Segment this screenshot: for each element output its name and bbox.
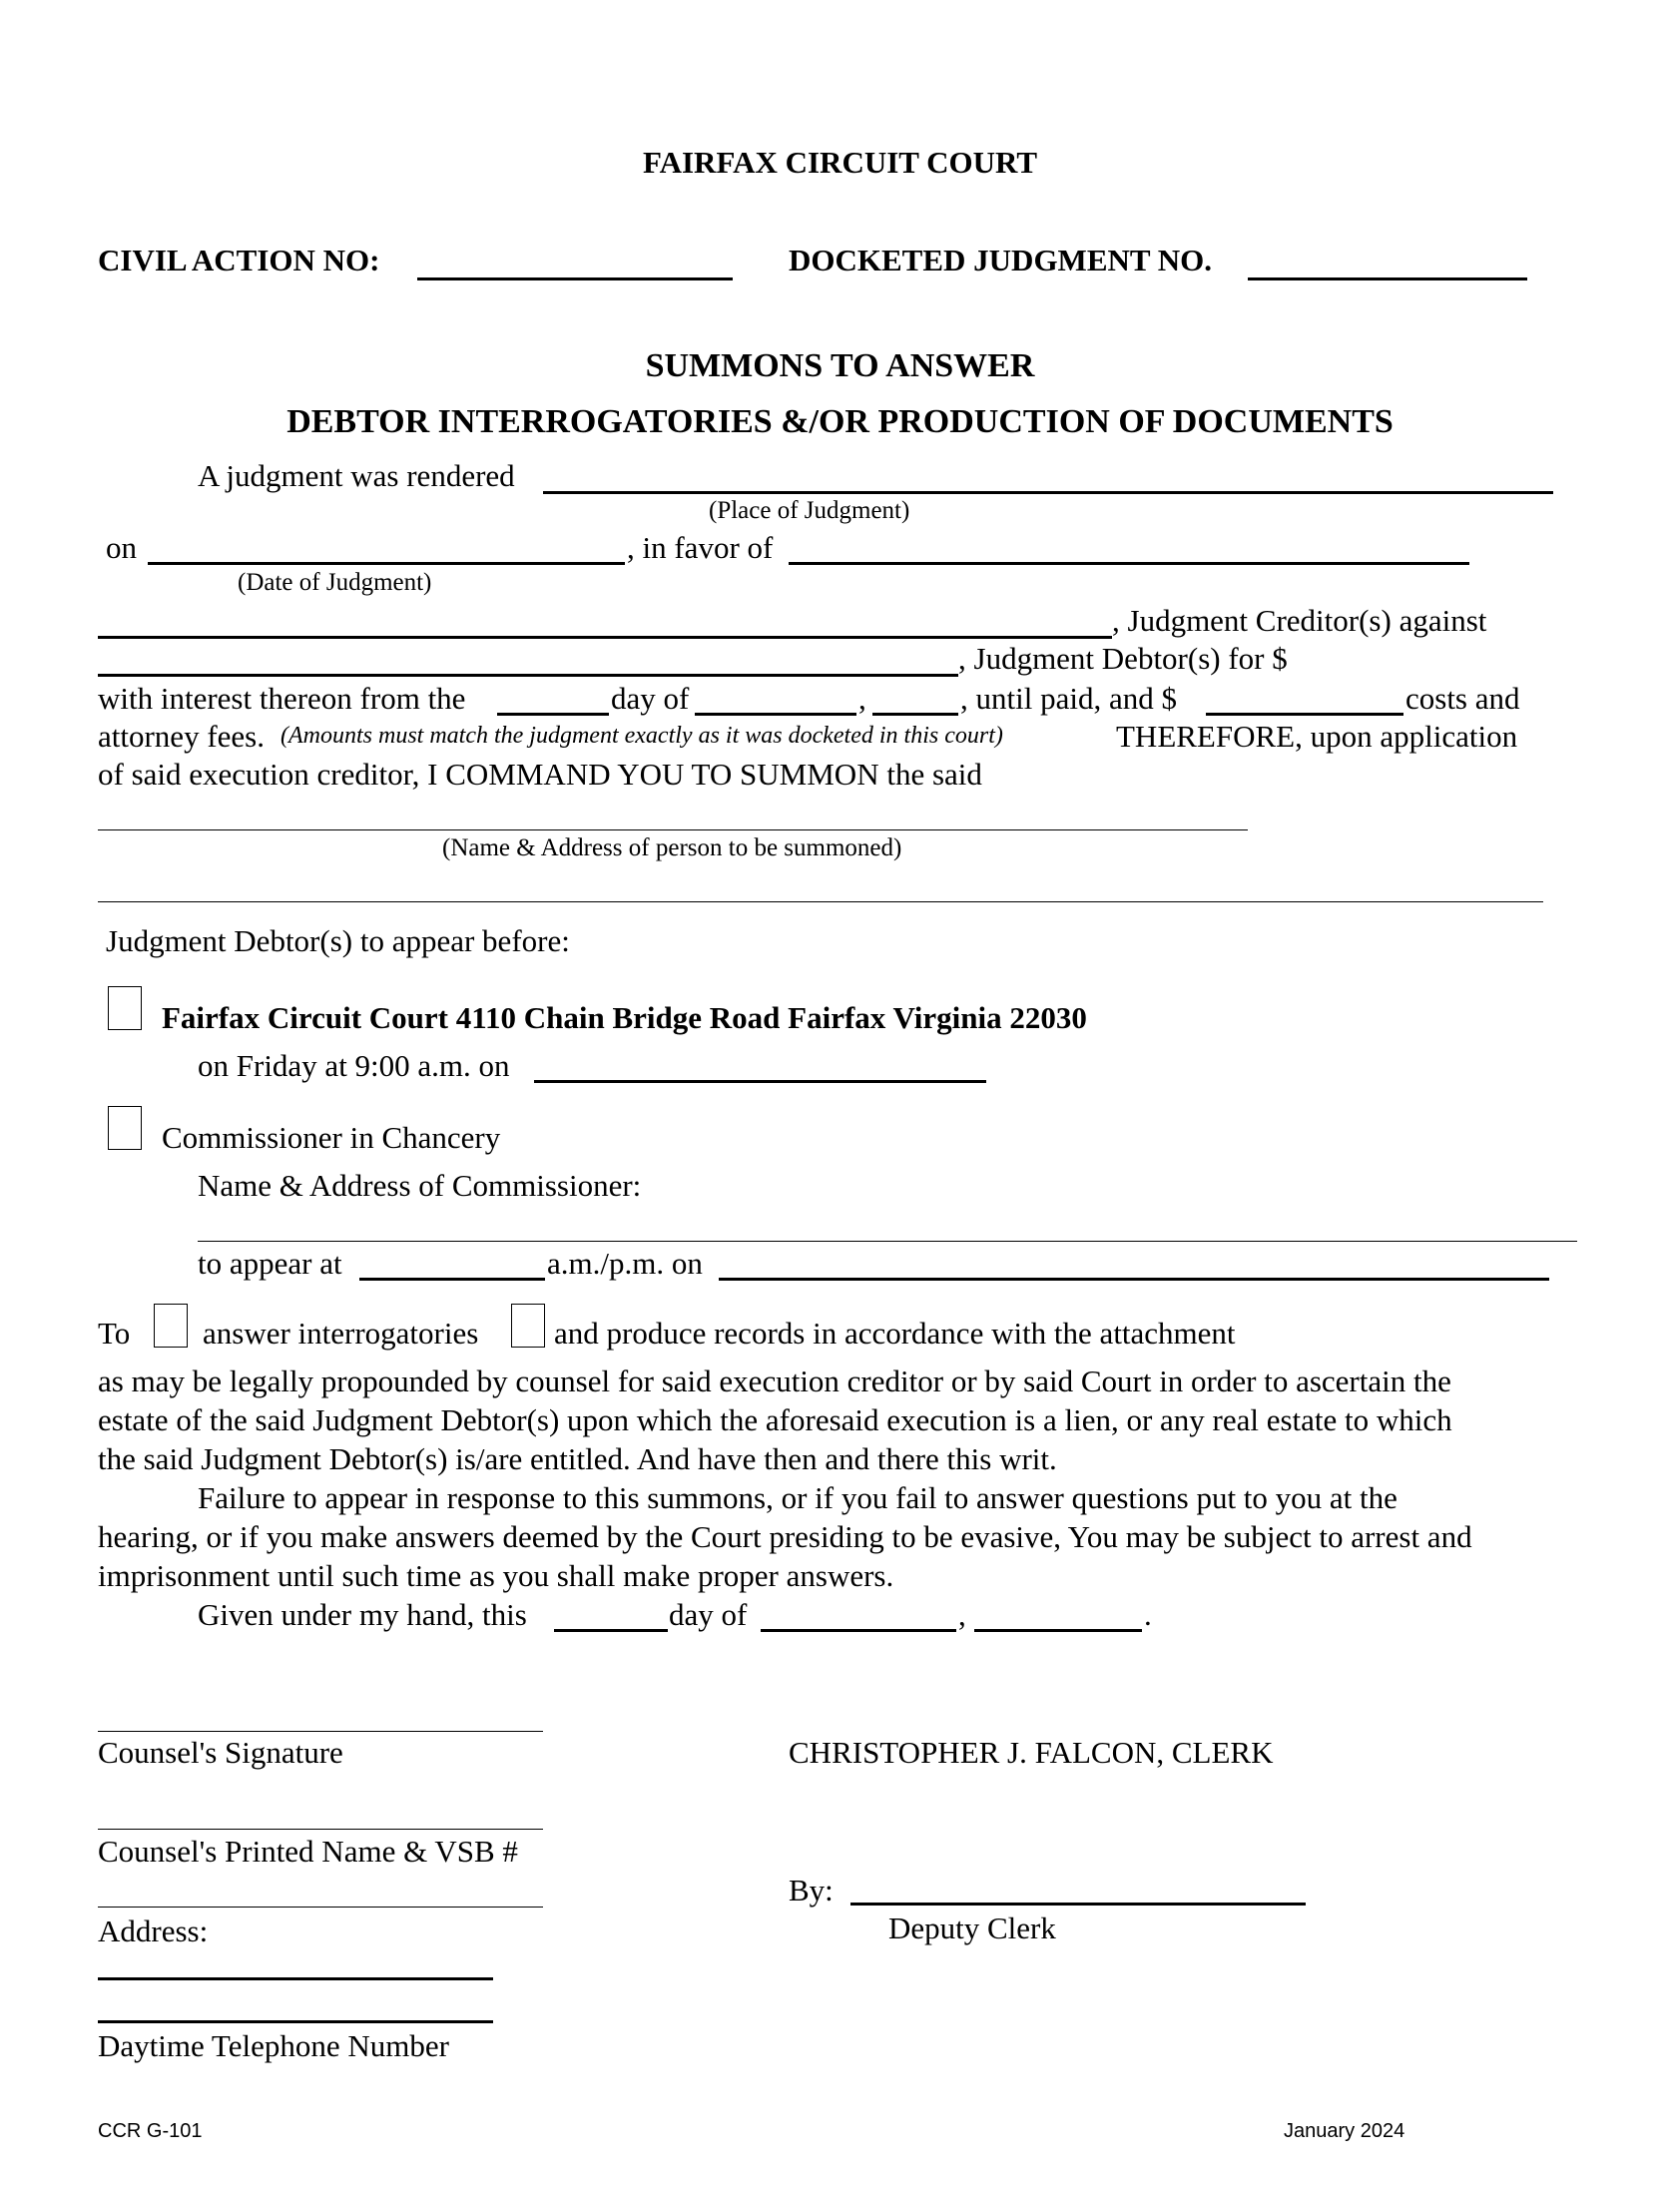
friday-text: on Friday at 9:00 a.m. on [198,1048,510,1083]
counsel-signature-input[interactable] [98,1731,543,1732]
deputy-clerk-label: Deputy Clerk [888,1911,1056,1945]
in-favor-of-input[interactable] [789,562,1469,565]
form-date: January 2024 [1284,2120,1405,2142]
counsel-printed-name-input[interactable] [98,1829,543,1830]
produce-records-label: and produce records in accordance with the attachment [554,1316,1236,1351]
commissioner-label: Commissioner in Chancery [162,1120,501,1155]
interest-day-of-text: day of [611,681,690,716]
judgment-debtor-text: , Judgment Debtor(s) for $ [958,641,1288,676]
given-comma: , [958,1597,966,1632]
paragraph1-line2: estate of the said Judgment Debtor(s) upon which the aforesaid execution is a lien, or any real estate to which [98,1402,1452,1437]
address-line-input[interactable] [98,1907,543,1908]
form-title-line1: SUMMONS TO ANSWER [645,347,1035,384]
given-year-input[interactable] [974,1629,1142,1632]
fairfax-court-address: Fairfax Circuit Court 4110 Chain Bridge Road Fairfax Virginia 22030 [162,1000,1087,1035]
paragraph2-line2: hearing, or if you make answers deemed by the Court presiding to be evasive, You may be subject to arrest and [98,1519,1472,1554]
interest-comma: , [858,681,866,716]
civil-action-input[interactable] [417,277,733,280]
to-appear-at-text: to appear at [198,1246,342,1281]
docketed-judgment-label: DOCKETED JUDGMENT NO. [789,243,1212,277]
appear-time-input[interactable] [359,1278,545,1281]
counsel-signature-label: Counsel's Signature [98,1735,343,1770]
judgment-rendered-text: A judgment was rendered [198,458,515,493]
amounts-note: (Amounts must match the judgment exactly as it was docketed in this court) [280,723,1003,749]
given-period: . [1144,1597,1152,1632]
place-of-judgment-caption: (Place of Judgment) [709,497,910,524]
appear-before-label: Judgment Debtor(s) to appear before: [106,923,570,958]
given-day-of-text: day of [669,1597,748,1632]
place-of-judgment-input[interactable] [543,491,1553,494]
person-address-input[interactable] [98,901,1543,902]
judgment-creditor-input[interactable] [98,636,1112,639]
costs-and-text: costs and [1405,681,1520,716]
therefore-text: THEREFORE, upon application [1116,719,1518,754]
docketed-judgment-input[interactable] [1248,277,1527,280]
address-label: Address: [98,1913,209,1948]
date-of-judgment-input[interactable] [148,562,625,565]
form-title-line2: DEBTOR INTERROGATORIES &/OR PRODUCTION OF DOCUMENTS [286,403,1394,440]
attorney-fees-text: attorney fees. [98,719,265,754]
address-input-1[interactable] [98,1977,493,1980]
given-under-hand-text: Given under my hand, this [198,1597,527,1632]
civil-action-label: CIVIL ACTION NO: [98,243,380,277]
ampm-on-text: a.m./p.m. on [547,1246,703,1281]
by-label: By: [789,1873,834,1908]
fairfax-circuit-court-checkbox[interactable] [108,986,142,1030]
command-text: of said execution creditor, I COMMAND YOU TO SUMMON the said [98,757,982,792]
appear-date-input[interactable] [719,1278,1549,1281]
answer-interrogatories-label: answer interrogatories [203,1316,479,1351]
produce-records-checkbox[interactable] [511,1304,545,1348]
commissioner-address-input[interactable] [198,1241,1577,1242]
interest-year-input[interactable] [872,713,958,716]
to-text: To [98,1316,131,1351]
counsel-printed-name-label: Counsel's Printed Name & VSB # [98,1834,518,1869]
paragraph2-line3: imprisonment until such time as you shall make proper answers. [98,1558,894,1593]
interest-day-input[interactable] [497,713,609,716]
in-favor-of-text: , in favor of [627,530,774,565]
person-summoned-input[interactable] [98,829,1248,830]
address-input-2[interactable] [98,2020,493,2023]
commissioner-address-label: Name & Address of Commissioner: [198,1168,642,1203]
person-summoned-caption: (Name & Address of person to be summoned) [442,834,902,861]
deputy-clerk-signature-input[interactable] [850,1903,1306,1906]
clerk-name: CHRISTOPHER J. FALCON, CLERK [789,1735,1274,1770]
friday-date-input[interactable] [534,1080,986,1083]
form-id: CCR G-101 [98,2120,203,2142]
court-name: FAIRFAX CIRCUIT COURT [642,145,1038,180]
date-of-judgment-caption: (Date of Judgment) [238,569,432,596]
paragraph1-line3: the said Judgment Debtor(s) is/are entitled. And have then and there this writ. [98,1441,1057,1476]
costs-amount-input[interactable] [1206,713,1403,716]
commissioner-checkbox[interactable] [108,1106,142,1150]
paragraph2-line1: Failure to appear in response to this summons, or if you fail to answer questions put to you at the [198,1480,1398,1515]
judgment-debtor-input[interactable] [98,674,958,677]
judgment-creditor-text: , Judgment Creditor(s) against [1112,603,1487,638]
on-text: on [106,530,137,565]
until-paid-text: , until paid, and $ [960,681,1177,716]
paragraph1-line1: as may be legally propounded by counsel for said execution creditor or by said Court in order to ascertain the [98,1364,1451,1398]
interest-month-input[interactable] [695,713,856,716]
given-month-input[interactable] [761,1629,956,1632]
given-day-input[interactable] [554,1629,668,1632]
answer-interrogatories-checkbox[interactable] [154,1304,188,1348]
telephone-label: Daytime Telephone Number [98,2028,449,2063]
interest-from-text: with interest thereon from the [98,681,466,716]
